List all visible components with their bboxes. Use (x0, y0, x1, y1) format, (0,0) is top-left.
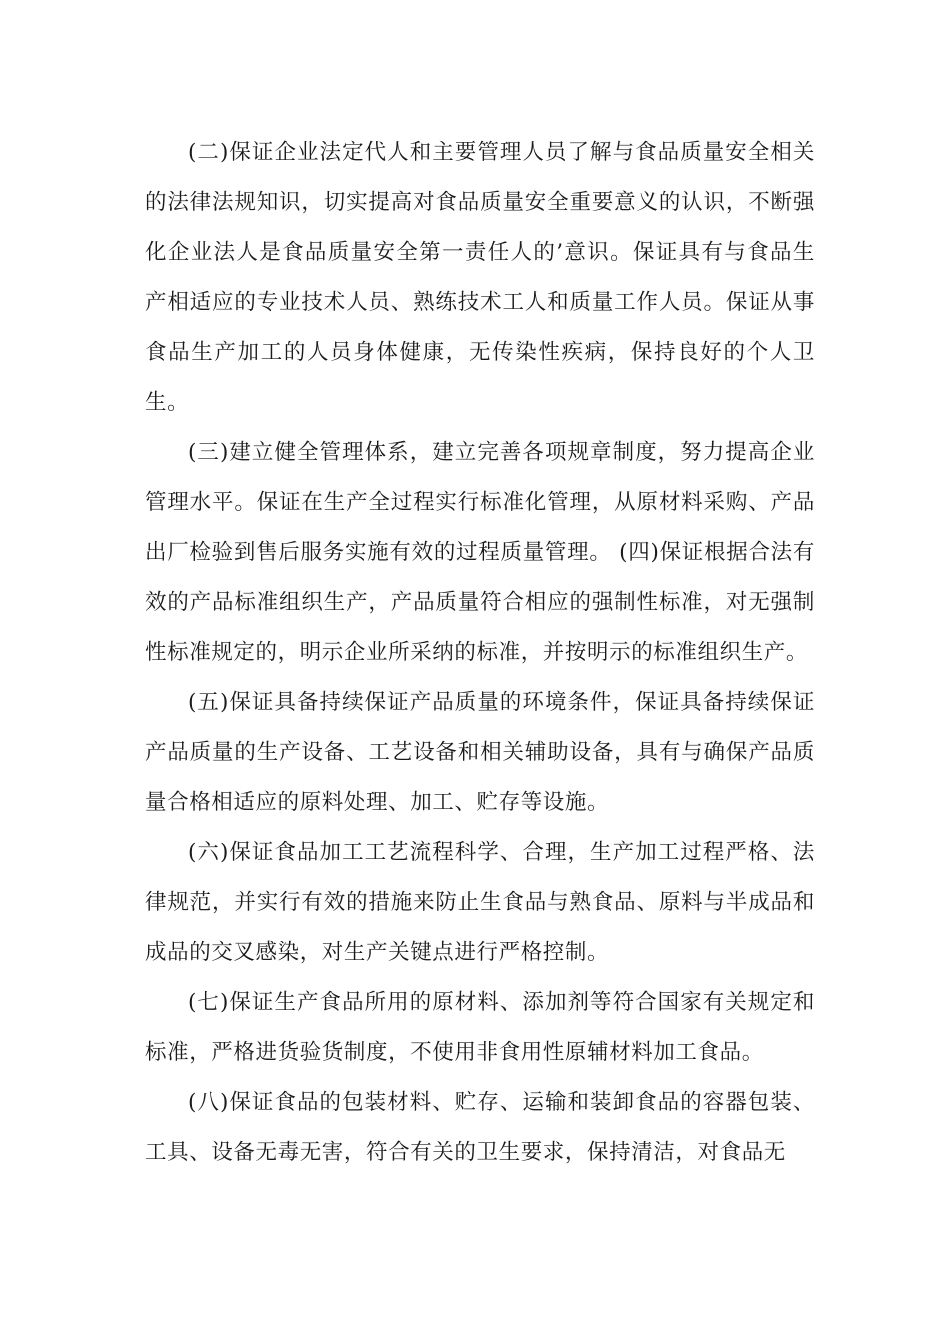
paragraph-7-materials: (七)保证生产食品所用的原材料、添加剂等符合国家有关规定和标准，严格进货验货制度，不使用非食用性原辅材料加工食品。 (145, 990, 815, 1065)
paragraph-3-management: (三)建立健全管理体系，建立完善各项规章制度，努力提高企业管理水平。保证在生产全过程实行标准化管理，从原材料采购、产品出厂检验到售后服务实施有效的过程质量管理。 (四)保证根据合法有效的产品标准组织生产，产品质量符合相应的强制性标准，对无强制性标准规定的，明示企业所采纳的标准，并按明示的标准组织生产。 (145, 440, 815, 665)
paragraph-5-environment: (五)保证具备持续保证产品质量的环境条件，保证具备持续保证产品质量的生产设备、工艺设备和相关辅助设备，具有与确保产品质量合格相适应的原料处理、加工、贮存等设施。 (145, 690, 815, 815)
paragraph-6-process: (六)保证食品加工工艺流程科学、合理，生产加工过程严格、法律规范，并实行有效的措施来防止生食品与熟食品、原料与半成品和成品的交叉感染，对生产关键点进行严格控制。 (145, 840, 815, 965)
document-body (145, 128, 815, 1178)
paragraph-2-staff: (二)保证企业法定代人和主要管理人员了解与食品质量安全相关的法律法规知识，切实提高对食品质量安全重要意义的认识，不断强化企业法人是食品质量安全第一责任人的’意识。保证具有与食品生产相适应的专业技术人员、熟练技术工人和质量工作人员。保证从事食品生产加工的人员身体健康，无传染性疾病，保持良好的个人卫生。 (145, 140, 815, 415)
paragraph-8-packaging: (八)保证食品的包装材料、贮存、运输和装卸食品的容器包装、工具、设备无毒无害，符合有关的卫生要求，保持清洁，对食品无 (145, 1090, 815, 1165)
